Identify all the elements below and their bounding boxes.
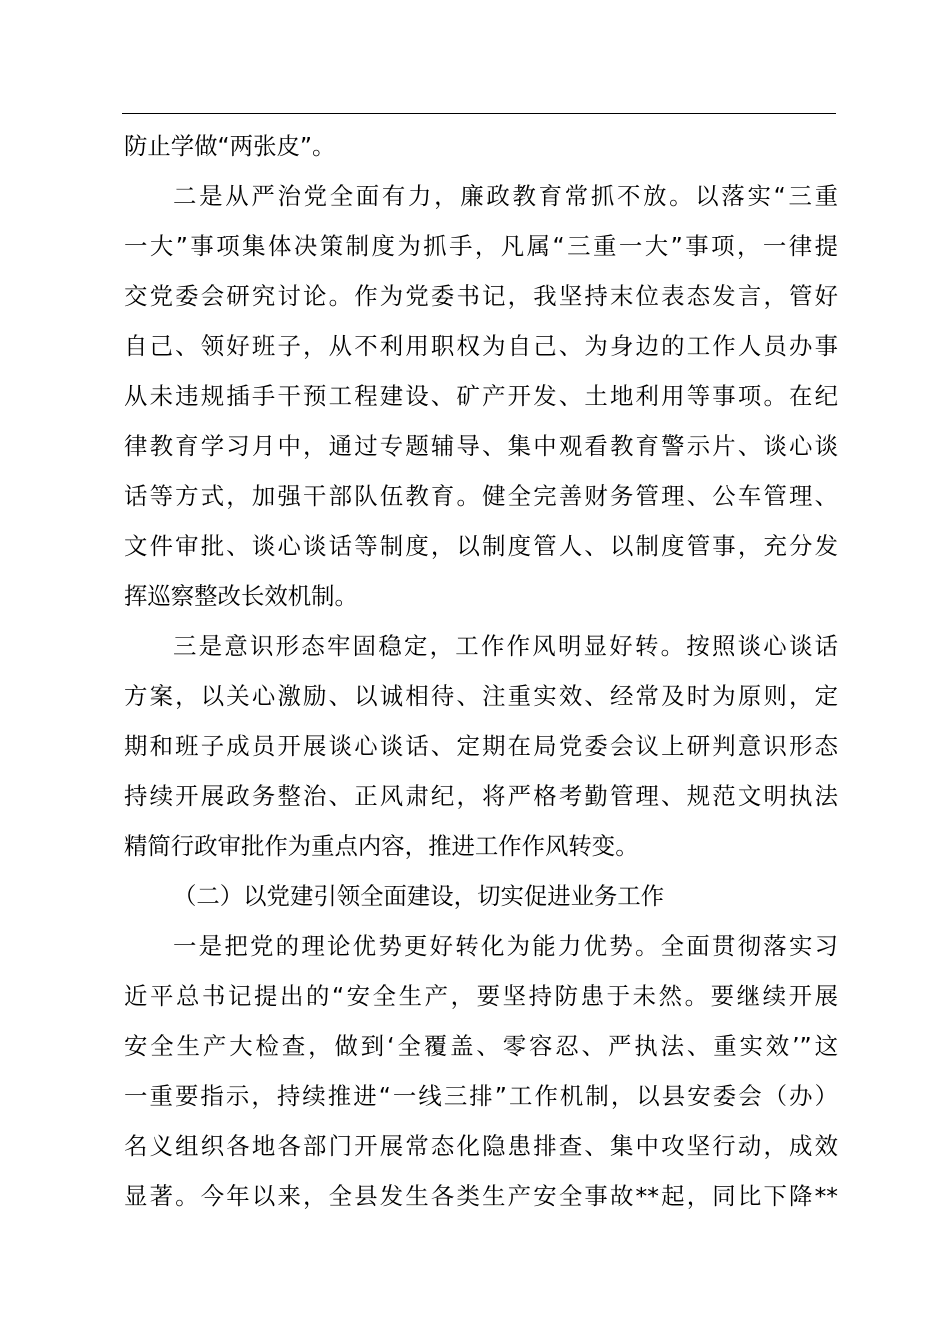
text-line: 持续开展政务整治、正风肃纪，将严格考勤管理、规范文明执法 <box>124 782 838 810</box>
text-line: 从未违规插手干预工程建设、矿产开发、土地利用等事项。在纪 <box>124 382 838 410</box>
text-line: 话等方式，加强干部队伍教育。健全完善财务管理、公车管理、 <box>124 482 838 510</box>
text-line: 显著。今年以来，全县发生各类生产安全事故**起，同比下降** <box>124 1182 838 1210</box>
text-line: 交党委会研究讨论。作为党委书记，我坚持末位表态发言，管好 <box>124 282 838 310</box>
text-line: 防止学做“两张皮”。 <box>124 132 336 160</box>
text-line: 一大”事项集体决策制度为抓手，凡属“三重一大”事项，一律提 <box>124 232 838 260</box>
paragraph-first-line: 二是从严治党全面有力，廉政教育常抓不放。以落实“三重 <box>173 182 838 210</box>
text-line: 自己、领好班子，从不利用职权为自己、为身边的工作人员办事 <box>124 332 838 360</box>
text-line: 挥巡察整改长效机制。 <box>124 582 358 610</box>
text-line: 律教育学习月中，通过专题辅导、集中观看教育警示片、谈心谈 <box>124 432 838 460</box>
text-line: 近平总书记提出的“安全生产，要坚持防患于未然。要继续开展 <box>124 982 838 1010</box>
text-line: 一重要指示，持续推进“一线三排”工作机制，以县安委会（办） <box>124 1082 838 1110</box>
text-line: 名义组织各地各部门开展常态化隐患排查、集中攻坚行动，成效 <box>124 1132 838 1160</box>
text-line: 期和班子成员开展谈心谈话、定期在局党委会议上研判意识形态 <box>124 732 838 760</box>
text-line: 文件审批、谈心谈话等制度，以制度管人、以制度管事，充分发 <box>124 532 838 560</box>
text-line: 方案，以关心激励、以诚相待、注重实效、经常及时为原则，定 <box>124 682 838 710</box>
paragraph-first-line: 三是意识形态牢固稳定，工作作风明显好转。按照谈心谈话 <box>173 632 838 660</box>
header-rule <box>122 113 836 114</box>
paragraph-first-line: 一是把党的理论优势更好转化为能力优势。全面贯彻落实习 <box>173 932 838 960</box>
section-heading: （二）以党建引领全面建设，切实促进业务工作 <box>173 882 665 910</box>
text-line: 安全生产大检查，做到‘全覆盖、零容忍、严执法、重实效’”这 <box>124 1032 838 1060</box>
text-line: 精简行政审批作为重点内容，推进工作作风转变。 <box>124 832 639 860</box>
